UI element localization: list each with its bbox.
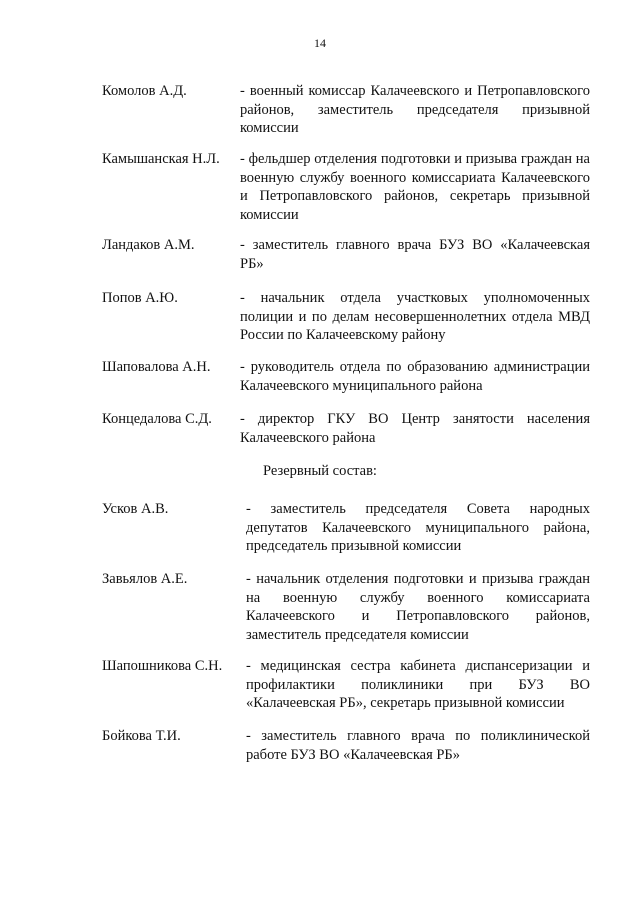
member-name: Камышанская Н.Л. (102, 151, 220, 167)
member-description: - начальник отделения подготовки и призыва граждан на военную службу военного комиссариата Калачеевского и Петропавловского районов, заместитель председателя комиссии (246, 571, 590, 643)
member-name: Шаповалова А.Н. (102, 359, 211, 375)
member-description: - фельдшер отделения подготовки и призыва граждан на военную службу военного комиссариата Калачеевского и Петропавловского районов, секретарь призывной комиссии (240, 151, 590, 223)
member-description: - начальник отдела участковых уполномоченных полиции и по делам несовершеннолетних отдела МВД России по Калачеевскому району (240, 290, 590, 343)
member-description: - медицинская сестра кабинета диспансеризации и профилактики поликлиники при БУЗ ВО «Калачеевская РБ», секретарь призывной комиссии (246, 658, 590, 711)
member-name: Концедалова С.Д. (102, 411, 212, 427)
member-description: - директор ГКУ ВО Центр занятости населения Калачеевского района (240, 411, 590, 446)
member-description: - военный комиссар Калачеевского и Петропавловского районов, заместитель председателя призывной комиссии (240, 83, 590, 136)
member-name: Комолов А.Д. (102, 83, 187, 99)
member-name: Попов А.Ю. (102, 290, 178, 306)
member-description: - заместитель главного врача БУЗ ВО «Калачеевская РБ» (240, 237, 590, 272)
member-description: - заместитель главного врача по поликлинической работе БУЗ ВО «Калачеевская РБ» (246, 728, 590, 763)
member-name: Ландаков А.М. (102, 237, 195, 253)
member-name: Усков А.В. (102, 501, 169, 517)
reserve-section-title: Резервный состав: (263, 463, 377, 479)
member-name: Бойкова Т.И. (102, 728, 181, 744)
member-description: - заместитель председателя Совета народных депутатов Калачеевского муниципального района, председатель призывной комиссии (246, 501, 590, 554)
page-number: 14 (314, 36, 326, 50)
member-description: - руководитель отдела по образованию администрации Калачеевского муниципального района (240, 359, 590, 394)
member-name: Завьялов А.Е. (102, 571, 188, 587)
member-name: Шапошникова С.Н. (102, 658, 223, 674)
